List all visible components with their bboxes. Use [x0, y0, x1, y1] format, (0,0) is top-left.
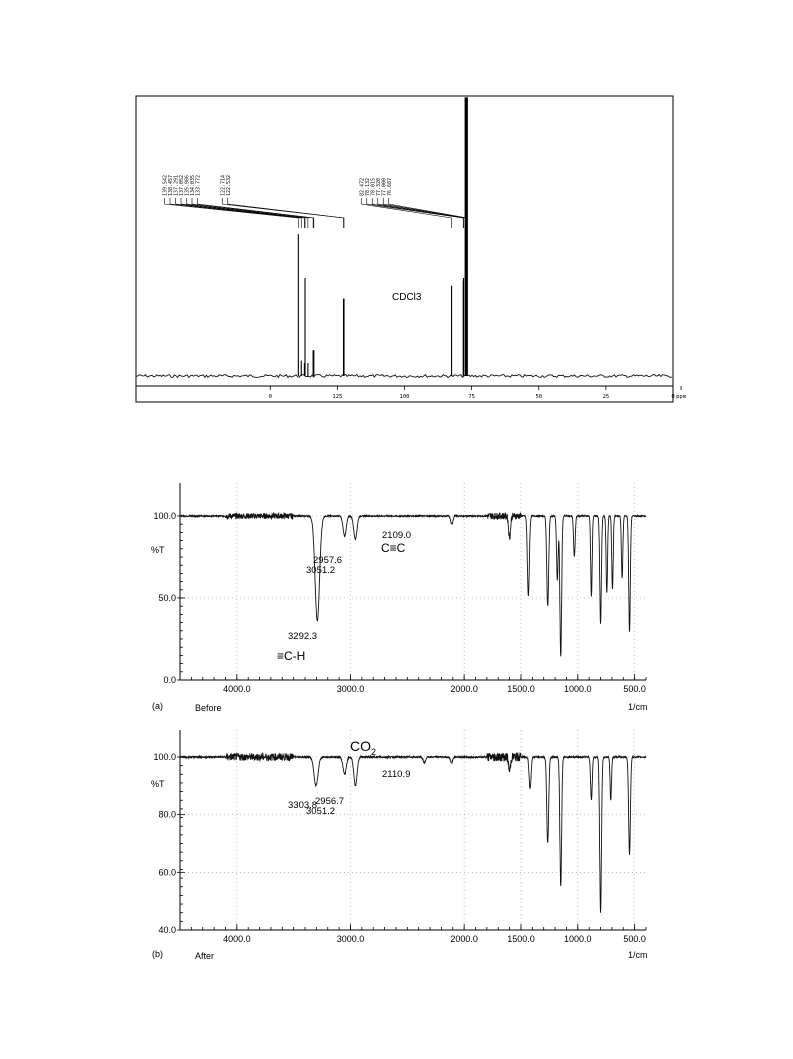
ir-b-x-ticks — [180, 924, 646, 944]
co2-subscript: 2 — [371, 747, 377, 757]
ir-a-trace — [180, 513, 646, 657]
ir-b-band-label-3051: 3051.2 — [306, 806, 336, 817]
x-tick-label: 3000.0 — [336, 684, 365, 694]
nmr-x-ticks — [269, 386, 687, 400]
y-tick-label: 0.0 — [163, 675, 176, 685]
nmr-peak-label: 122.714 — [220, 174, 227, 196]
nmr-peak-label: 78.132 — [364, 177, 371, 196]
nmr-x-tick-label: 100 — [399, 394, 410, 400]
ir-b-caption: After — [195, 951, 215, 961]
nmr-peak-labels — [163, 175, 468, 228]
nmr-baseline-noise — [136, 375, 672, 378]
ir-b-panel-label: (b) — [152, 949, 163, 959]
nmr-peak-label: 137.052 — [179, 174, 185, 196]
ir-b-x-unit: 1/cm — [628, 950, 648, 960]
nmr-peak-label: 135.986 — [184, 174, 191, 196]
nmr-peak-label: 77.000 — [381, 177, 388, 196]
nmr-label-leader — [176, 198, 305, 228]
y-tick-label: 50.0 — [158, 593, 176, 603]
x-tick-label: 500.0 — [623, 684, 646, 694]
x-tick-label: 2000.0 — [450, 684, 478, 694]
ir-a-x-ticks — [180, 674, 646, 694]
nmr-x-tick-label: 25 — [602, 394, 610, 400]
ir-a-x-unit: 1/cm — [628, 702, 648, 712]
ir-b-band-label-3303: 3303.8 — [288, 800, 318, 811]
nmr-frame — [136, 96, 673, 402]
x-tick-label: 1000.0 — [564, 684, 592, 694]
ir-b-gridlines — [180, 730, 646, 930]
x-tick-label: 4000.0 — [223, 934, 251, 944]
ir-a-band-label-2957: 2957.6 — [313, 555, 343, 566]
nmr-peaks — [298, 97, 467, 376]
ir-a-ylabel: %T — [151, 545, 165, 555]
nmr-peak-label: 82.472 — [359, 177, 366, 196]
nmr-label-leader — [383, 198, 466, 228]
ir-a-caption: Before — [195, 703, 222, 713]
ir-before-panel — [151, 483, 648, 713]
ir-a-panel-label: (a) — [152, 701, 163, 711]
nmr-peak-label: 78.015 — [370, 177, 377, 196]
nmr-x-tick-label: 50 — [535, 394, 543, 400]
nmr-label-leader — [165, 198, 299, 228]
nmr-peak-label: 139.542 — [162, 174, 169, 196]
ir-a-band-label-2109: 2109.0 — [382, 530, 412, 541]
ir-a-band-label-3292: 3292.3 — [288, 631, 318, 642]
nmr-label-leader — [228, 198, 344, 228]
nmr-x-tick-label: 0 — [268, 394, 272, 400]
x-tick-label: 3000.0 — [336, 934, 365, 944]
x-tick-label: 1500.0 — [507, 684, 535, 694]
solvent-label: CDCl3 — [392, 292, 422, 303]
alkyne-cc-label: C≡C — [381, 541, 406, 555]
nmr-label-leader — [181, 198, 305, 228]
nmr-x-tick-label: 125 — [332, 394, 343, 400]
nmr-label-leader — [170, 198, 301, 228]
nmr-x-tick-label: 75 — [468, 394, 475, 400]
nmr-peak-label: 138.457 — [168, 174, 174, 196]
ir-a-band-label-3051: 3051.2 — [306, 565, 336, 576]
nmr-spectrum-panel — [136, 96, 687, 402]
x-tick-label: 1500.0 — [507, 934, 535, 944]
ir-a-gridlines — [180, 483, 646, 680]
ir-after-panel — [151, 730, 648, 961]
x-tick-label: 1000.0 — [564, 934, 592, 944]
x-tick-label: 2000.0 — [450, 934, 478, 944]
y-tick-label: 100.0 — [153, 511, 176, 521]
x-tick-label: 500.0 — [623, 934, 646, 944]
ir-b-band-label-2110: 2110.9 — [382, 769, 411, 780]
nmr-peak-label: 133.772 — [195, 174, 202, 196]
nmr-label-leader — [222, 198, 343, 228]
x-tick-label: 4000.0 — [223, 684, 251, 694]
nmr-peak-label: 122.532 — [225, 174, 232, 196]
ir-b-band-label-2956: 2956.7 — [315, 796, 345, 807]
y-tick-label: 80.0 — [158, 809, 176, 820]
y-tick-label: 100.0 — [153, 752, 176, 762]
nmr-label-leader — [378, 198, 466, 228]
nmr-label-leader — [187, 198, 308, 228]
nmr-x-tick-label: ppm — [676, 394, 687, 400]
y-tick-label: 40.0 — [158, 925, 176, 935]
co2-label: $CO_2$ — [350, 738, 377, 757]
nmr-peak-label: 137.291 — [173, 174, 180, 196]
nmr-label-leader — [367, 198, 463, 228]
y-tick-label: 60.0 — [158, 867, 176, 878]
alkyne-ch-label: ≡C-H — [277, 649, 306, 663]
nmr-peak-label: 77.320 — [375, 177, 382, 196]
nmr-peak-label: 76.687 — [386, 177, 393, 196]
ir-b-trace — [180, 753, 646, 913]
nmr-x-tick-label: 0 — [671, 394, 675, 400]
nmr-peak-label: 134.035 — [190, 174, 196, 196]
ir-b-ylabel: %T — [151, 779, 165, 789]
